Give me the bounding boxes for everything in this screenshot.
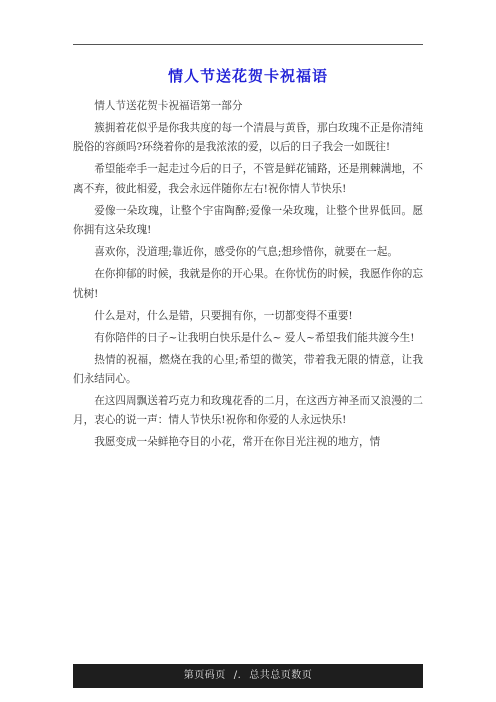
paragraph: 情人节送花贺卡祝福语第一部分 [94, 100, 243, 112]
paragraph: 在这四周飘送着巧克力和玫瑰花香的二月，在这西方神圣而又浪漫的二月，衷心的说一声：情人节快乐!祝你和你爱的人永远快乐! [73, 395, 423, 427]
paragraph: 我愿变成一朵鲜艳夺目的小花，常开在你目光注视的地方，情 [94, 436, 381, 449]
paragraph: 希望能牵手一起走过今后的日子，不管是鲜花铺路，还是荆棘满地，不离不弃，彼此相爱，我会永远伴随你左右!祝你情人节快乐! [73, 163, 423, 195]
header-rule [73, 44, 423, 45]
paragraph: 喜欢你，没道理;靠近你，感受你的气息;想珍惜你，就要在一起。 [94, 246, 398, 259]
page-footer [73, 664, 423, 688]
paragraph: 热情的祝福，燃烧在我的心里;希望的微笑，带着我无限的情意，让我们永结同心。 [73, 353, 423, 386]
page-number-label: 第页码页 [183, 670, 226, 681]
paragraph: 爱像一朵玫瑰，让整个宇宙陶醉;爱像一朵玫瑰，让整个世界低回。愿你拥有这朵玫瑰! [73, 204, 423, 237]
total-pages-label: 总共总页数页 [249, 670, 313, 681]
document-title [73, 65, 423, 86]
paragraph: 簇拥着花似乎是你我共度的每一个清晨与黄昏，那白玫瑰不正是你清纯脱俗的容颜吗?环绕着你的是我浓浓的爱，以后的日子我会一如既往! [73, 122, 423, 154]
paragraph: 什么是对，什么是错，只要拥有你，一切都变得不重要! [94, 309, 353, 322]
document-title-text: 情人节送花贺卡祝福语 [167, 67, 328, 85]
paragraph: 有你陪伴的日子~让我明白快乐是什么~ 爱人~希望我们能共渡今生! [94, 331, 415, 344]
paragraph: 在你抑郁的时候，我就是你的开心果。在你忧伤的时候，我愿作你的忘忧树! [73, 268, 423, 300]
page-separator: /. [233, 670, 242, 681]
document-body [73, 97, 423, 455]
